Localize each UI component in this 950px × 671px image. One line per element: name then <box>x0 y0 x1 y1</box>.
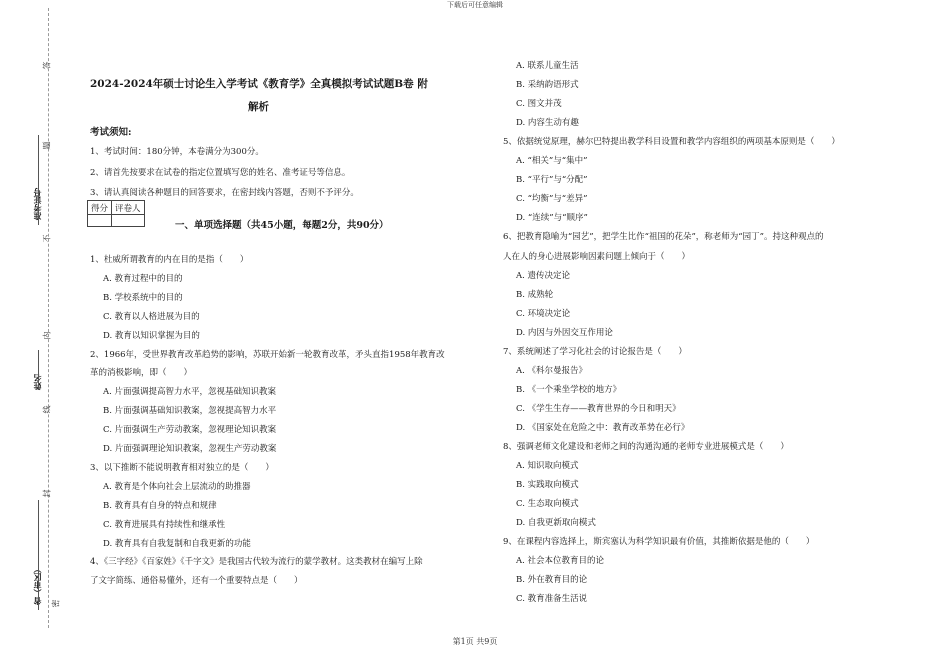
question-text: 革的消极影响，即（ ） <box>90 368 193 379</box>
answer-option: C. 教育准备生活说 <box>516 594 588 605</box>
notice-item: 1、考试时间：180分钟，本卷满分为300分。 <box>90 147 264 157</box>
answer-option: B. 《一个乘坐学校的地方》 <box>516 384 622 395</box>
answer-option: C. 生态取向模式 <box>516 499 579 510</box>
document-title-continued: 解析 <box>248 101 269 113</box>
question-text: 7、系统阐述了学习化社会的讨论报告是（ ） <box>503 346 687 357</box>
seal-char: 内 <box>42 331 52 340</box>
answer-option: D. 自我更新取向模式 <box>516 518 596 529</box>
answer-option: C. 教育进展具有持续性和继承性 <box>103 519 226 530</box>
answer-option: A. 联系儿童生活 <box>516 61 579 71</box>
province-field[interactable] <box>38 500 39 610</box>
seal-char: 线 <box>42 405 52 414</box>
answer-option: C. 环境决定论 <box>516 308 571 319</box>
question-text: 2、1966年，受世界教育改革趋势的影响，苏联开始新一轮教育改革，矛头直指1958年教育改 <box>90 349 445 360</box>
answer-option: A. 社会本位教育目的论 <box>516 556 605 567</box>
score-cell[interactable] <box>88 215 112 227</box>
notice-item: 2、请首先按要求在试卷的指定位置填写您的姓名、准考证号等信息。 <box>90 168 351 178</box>
score-table <box>87 200 145 227</box>
seal-char: 封 <box>42 489 52 498</box>
seal-char: 题 <box>42 141 52 150</box>
answer-option: A. 教育过程中的目的 <box>103 273 183 284</box>
answer-option: D. 教育具有自我复制和自我更新的功能 <box>103 538 251 549</box>
question-text: 4、《三字经》《百家姓》《千字文》是我国古代较为流行的蒙学教材。这类教材在编写上除 <box>90 557 423 568</box>
grader-header: 评卷人 <box>112 201 145 215</box>
answer-option: A. 片面强调提高智力水平，忽视基础知识教案 <box>103 387 277 398</box>
answer-option: C. “均衡”与“差异” <box>516 194 588 205</box>
question-text: 6、把教育隐喻为“园艺”，把学生比作“祖国的花朵”，称老师为“园丁”。持这种观点的 <box>503 232 824 243</box>
notice-heading: 考试须知: <box>90 127 132 138</box>
page-footer: 第1页 共9页 <box>452 637 498 646</box>
answer-option: D. 片面强调理论知识教案，忽视生产劳动教案 <box>103 444 277 454</box>
grader-cell[interactable] <box>112 215 145 227</box>
question-text: 人在人的身心进展影响因素问题上倾向于（ ） <box>503 251 691 262</box>
province-label: 省（市区） <box>32 565 42 605</box>
notice-item: 3、请认真阅读各种题目的回答要求，在密封线内答题，否则不予评分。 <box>90 188 359 198</box>
exam-number-label: 准考证号 <box>32 188 42 220</box>
answer-option: B. 学校系统中的目的 <box>103 292 183 303</box>
answer-option: B. 外在教育目的论 <box>516 575 588 586</box>
answer-option: B. 成熟轮 <box>516 289 554 300</box>
seal-char: 密 <box>51 599 61 608</box>
answer-option: B. “平行”与“分配” <box>516 175 588 186</box>
section-title: 一、单项选择题（共45小题，每题2分，共90分） <box>175 220 389 231</box>
answer-option: C. 《学生生存——教育世界的今日和明天》 <box>516 403 681 414</box>
question-text: 了文字简练、通俗易懂外，还有一个重要特点是（ ） <box>90 576 303 587</box>
answer-option: D. 《国家处在危险之中：教育改革势在必行》 <box>516 422 690 433</box>
question-text: 9、在课程内容选择上，斯宾塞认为科学知识最有价值，其推断依据是他的（ ） <box>503 537 815 548</box>
answer-option: B. 片面强调基础知识教案，忽视提高智力水平 <box>103 406 277 417</box>
answer-option: A. 教育是个体向社会上层流动的助推器 <box>103 481 251 492</box>
question-text: 1、杜威所谓教育的内在目的是指（ ） <box>90 255 249 265</box>
seal-char: 不 <box>42 234 52 243</box>
name-label: 姓名 <box>32 374 42 390</box>
answer-option: B. 实践取向模式 <box>516 480 579 491</box>
document-title: 2024-2024年硕士讨论生入学考试《教育学》全真模拟考试试题B卷 附 <box>90 78 428 90</box>
answer-option: C. 片面强调生产劳动教案，忽视理论知识教案 <box>103 425 277 436</box>
name-field[interactable] <box>38 350 39 390</box>
score-header: 得分 <box>88 201 112 215</box>
answer-option: D. “连续”与“顺序” <box>516 213 588 224</box>
answer-option: D. 内容生动有趣 <box>516 118 579 129</box>
question-text: 3、以下推断不能说明教育相对独立的是（ ） <box>90 462 274 473</box>
answer-option: A. 《科尔曼报告》 <box>516 365 588 376</box>
exam-number-field[interactable] <box>38 135 39 225</box>
seal-char: 答 <box>42 61 52 70</box>
question-text: 8、强调老师文化建设和老师之间的沟通沟通的老师专业进展模式是（ ） <box>503 442 789 452</box>
answer-option: D. 内因与外因交互作用论 <box>516 327 613 338</box>
header-note: 下载后可任意编辑 <box>447 1 503 9</box>
answer-option: C. 教育以人格进展为目的 <box>103 311 200 322</box>
answer-option: B. 教育具有自身的特点和规律 <box>103 500 217 511</box>
answer-option: C. 图文并茂 <box>516 99 562 110</box>
answer-option: B. 采纳韵语形式 <box>516 80 579 91</box>
answer-option: A. “相关”与“集中” <box>516 156 588 167</box>
answer-option: A. 知识取向模式 <box>516 461 579 472</box>
seal-line <box>48 8 49 628</box>
answer-option: D. 教育以知识掌握为目的 <box>103 330 200 341</box>
answer-option: A. 遗传决定论 <box>516 270 571 281</box>
question-text: 5、依据统觉原理，赫尔巴特提出教学科目设置和教学内容组织的两项基本原则是（ ） <box>503 137 840 148</box>
